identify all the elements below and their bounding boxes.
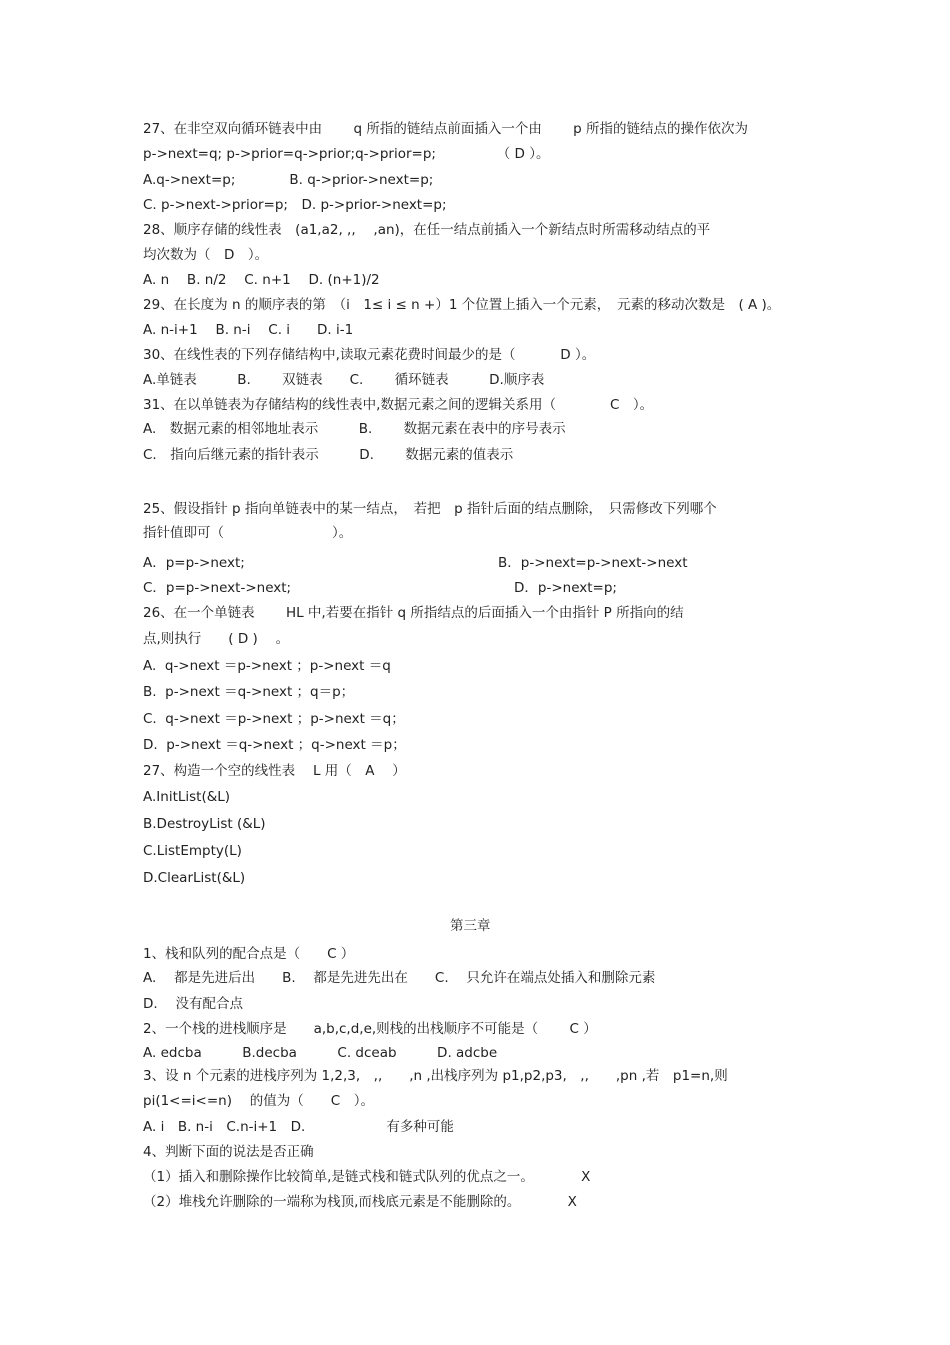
q27b-option-b: B.DestroyList (&L) [143, 816, 266, 832]
q25-option-b: B．p->next=p->next->next [498, 555, 688, 571]
q31-stem: 31、在以单链表为存储结构的线性表中,数据元素之间的逻辑关系用（ C ）。 [143, 397, 654, 413]
q26-option-d: D. p->next ＝q->next ；q->next ＝p； [143, 737, 406, 753]
c3-q3-stem-cont: pi(1<=i<=n) 的值为（ C ）。 [143, 1093, 374, 1109]
c3-q3-options: A. i B. n-i C.n-i+1 D. 有多种可能 [143, 1119, 454, 1135]
c3-q1-option-d: D. 没有配合点 [143, 996, 243, 1012]
c3-q4-item-2: （2）堆栈允许删除的一端称为栈顶,而栈底元素是不能删除的。 X [143, 1194, 577, 1210]
chapter-heading: 第三章 [450, 918, 491, 934]
q31-options-ab: A. 数据元素的相邻地址表示 B. 数据元素在表中的序号表示 [143, 421, 566, 437]
c3-q1-stem: 1、栈和队列的配合点是（ C ） [143, 946, 355, 962]
q28-stem: 28、顺序存储的线性表 (a1,a2, ,, ,an)，在任一结点前插入一个新结点时所需移动结点的平 [143, 222, 711, 238]
q27-linked-list-stem: 27、在非空双向循环链表中由 q 所指的链结点前面插入一个由 p 所指的链结点的操作依次为 [143, 121, 748, 137]
q27-options-ab: A.q->next=p; B. q->prior->next=p; [143, 172, 434, 188]
q31-options-cd: C. 指向后继元素的指针表示 D. 数据元素的值表示 [143, 447, 514, 463]
c3-q4-item-1: （1）插入和删除操作比较简单,是链式栈和链式队列的优点之一。 X [143, 1169, 591, 1185]
c3-q2-stem: 2、一个栈的进栈顺序是 a,b,c,d,e,则栈的出栈顺序不可能是（ C ） [143, 1021, 597, 1037]
c3-q2-options: A. edcba B.decba C. dceab D. adcbe [143, 1045, 498, 1061]
q25-stem: 25、假设指针 p 指向单链表中的某一结点， 若把 p 指针后面的结点删除， 只需修改下列哪个 [143, 501, 717, 517]
q30-stem: 30、在线性表的下列存储结构中,读取元素花费时间最少的是（ D ）。 [143, 347, 596, 363]
q26-option-a: A. q->next ＝p->next ；p->next ＝q [143, 658, 391, 674]
c3-q3-stem: 3、设 n 个元素的进栈序列为 1,2,3, ,, ,n ,出栈序列为 p1,p2,p3, ,, ,pn ,若 p1=n,则 [143, 1068, 728, 1084]
q25-stem-cont: 指针值即可（ ）。 [143, 525, 353, 541]
q27b-option-a: A.InitList(&L) [143, 789, 231, 805]
q26-stem: 26、在一个单链表 HL 中,若要在指针 q 所指结点的后面插入一个由指针 P 所指向的结 [143, 605, 684, 621]
q28-options: A. n B. n/2 C. n+1 D. (n+1)/2 [143, 272, 380, 288]
c3-q1-options-abc: A. 都是先进后出 B. 都是先进先出在 C. 只允许在端点处插入和删除元素 [143, 970, 656, 986]
q26-stem-cont: 点,则执行 ( D ) 。 [143, 631, 290, 647]
q27-stem-cont: p->next=q; p->prior=q->prior;q->prior=p; （ D ）。 [143, 146, 550, 162]
q28-stem-cont: 均次数为（ D ）。 [143, 247, 269, 263]
q27b-option-d: D.ClearList(&L) [143, 870, 246, 886]
q25-option-a: A．p=p->next; [143, 555, 245, 571]
q27b-stem: 27、构造一个空的线性表 L 用（ A ） [143, 763, 406, 779]
q25-option-d: D．p->next=p; [514, 580, 617, 596]
c3-q4-stem: 4、判断下面的说法是否正确 [143, 1144, 314, 1160]
q26-option-b: B. p->next ＝q->next ；q＝p； [143, 684, 355, 700]
q26-option-c: C. q->next ＝p->next ；p->next ＝q； [143, 711, 405, 727]
q29-stem: 29、在长度为 n 的顺序表的第 （i 1≤ i ≤ n +）1 个位置上插入一个元素， 元素的移动次数是 ( A )。 [143, 297, 781, 313]
q25-option-c: C．p=p->next->next; [143, 580, 292, 596]
q27-options-cd: C. p->next->prior=p; D. p->prior->next=p; [143, 197, 447, 213]
q29-options: A. n-i+1 B. n-i C. i D. i-1 [143, 322, 354, 338]
q30-options: A.单链表 B. 双链表 C. 循环链表 D.顺序表 [143, 372, 545, 388]
q27b-option-c: C.ListEmpty(L) [143, 843, 242, 859]
